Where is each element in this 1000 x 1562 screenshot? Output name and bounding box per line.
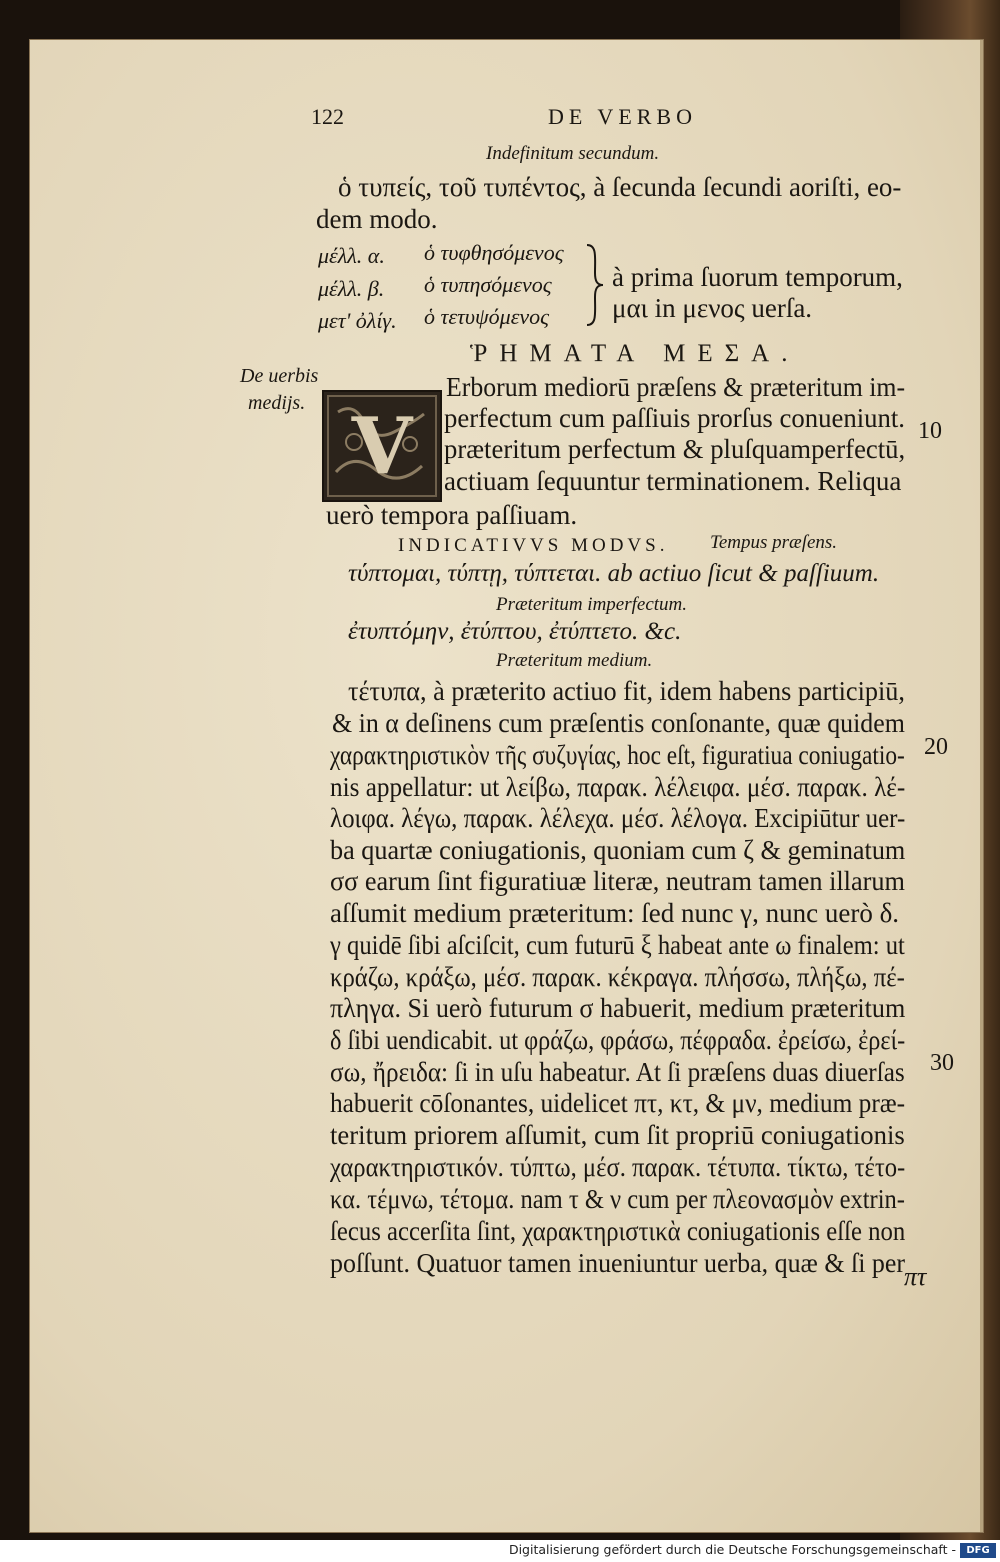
conj-label-1: μέλλ. α. (318, 243, 385, 268)
body-line-3: χαρακτηριστικὸν τῆς συζυγίας, hoc eſt, figuratiua coniugatio- (330, 740, 905, 770)
conj-form-3: ὁ τετυψόμενος (424, 304, 550, 329)
body-line-12: δ ſibi uendicabit. ut φράζω, φράσω, πέφραδα. ἐρείσω, ἐρεί- (330, 1025, 906, 1055)
margin-note-1: De uerbis (240, 365, 319, 387)
section-line-3: præteritum perfectum & pluſquamperfectū, (444, 434, 906, 464)
folio-number: 122 (311, 104, 344, 129)
body-line-15: teritum priorem aſſumit, cum ſit propriū coniugationis (330, 1120, 905, 1150)
body-line-18: ſecus accerſita ſint, χαρακτηριστικὰ coniugationis eſſe non (330, 1216, 906, 1246)
tempus-heading: Tempus præſens. (710, 532, 838, 553)
conj-note-2: μαι in μενος uerſa. (612, 293, 813, 323)
indicative-label: INDICATIVVS MODVS. (398, 535, 669, 556)
body-line-6: ba quartæ coniugationis, quoniam cum ζ & geminatum (330, 835, 906, 865)
body-line-13: σω, ἤρειδα: ſi in uſu habeatur. At ſi præſens duas diuerſas (330, 1057, 905, 1087)
section-line-4: actiuam ſequuntur terminationem. Reliqua (444, 466, 902, 496)
decorated-initial (322, 390, 442, 502)
body-line-17: κα. τέμνω, τέτομα. nam τ & ν cum per πλεονασμὸν extrin- (330, 1184, 905, 1214)
line-number-20: 20 (924, 734, 948, 760)
imperfect-line: ἐτυπτόμην, ἐτύπτου, ἐτύπτετο. &c. (348, 618, 682, 645)
conj-label-3: μετ' ὀλίγ. (318, 308, 397, 333)
body-line-10: κράζω, κράξω, μέσ. παρακ. κέκραγα. πλήσσω, πλήξω, πέ- (330, 962, 905, 992)
imperfect-heading: Præteritum imperfectum. (496, 594, 688, 615)
line-number-10: 10 (918, 418, 942, 444)
body-line-7: σσ earum ſint figuratiuæ literæ, neutram tamen illarum (330, 866, 905, 896)
initial-letter: V (351, 400, 413, 492)
block1-line-2: dem modo. (316, 204, 438, 234)
body-line-8: aſſumit medium præteritum: ſed nunc γ, nunc uerò δ. (330, 898, 900, 928)
heading-indefinitum: Indefinitum secundum. (486, 143, 660, 164)
body-line-11: πληγα. Si uerò futurum σ habuerit, medium præteritum (330, 993, 906, 1023)
line-number-30: 30 (930, 1050, 954, 1076)
body-line-14: habuerit cōſonantes, uidelicet πτ, κτ, & μν, medium præ- (330, 1088, 906, 1118)
section-line-1: Erborum mediorū præſens & præteritum im- (446, 372, 906, 402)
conj-label-2: μέλλ. β. (318, 276, 385, 301)
section-line-5: uerò tempora paſſiuam. (326, 500, 578, 530)
margin-note-2: medijs. (248, 392, 306, 414)
digitization-footer (0, 1540, 1000, 1562)
catchword: πτ (904, 1262, 927, 1291)
body-line-19: poſſunt. Quatuor tamen inueniuntur uerba, quæ & ſi per (330, 1248, 906, 1278)
body-line-16: χαρακτηριστικόν. τύπτω, μέσ. παρακ. τέτυπα. τίκτω, τέτο- (330, 1152, 906, 1182)
conj-form-2: ὁ τυπησόμενος (424, 272, 552, 297)
section-title: ῬΗΜΑΤΑ ΜΕΣΑ. (470, 340, 800, 367)
body-line-5: λοιφα. λέγω, παρακ. λέλεχα. μέσ. λέλογα. Excipiūtur uer- (330, 803, 906, 833)
dfg-logo: DFG (960, 1543, 996, 1558)
body-line-9: γ quidē ſibi aſciſcit, cum futurū ξ habeat ante ω finalem: ut (330, 930, 905, 960)
conj-note-1: à prima ſuorum temporum, (612, 262, 903, 292)
middle-heading: Præteritum medium. (496, 650, 653, 671)
present-line: τύπτομαι, τύπτῃ, τύπτεται. ab actiuo ſicut & paſſiuum. (348, 560, 880, 587)
footer-credit: Digitalisierung gefördert durch die Deutsche Forschungsgemeinschaft - (508, 1542, 956, 1557)
body-line-4: nis appellatur: ut λείβω, παρακ. λέλειφα. μέσ. παρακ. λέ- (330, 772, 906, 802)
section-line-2: perfectum cum paſſiuis prorſus conueniunt. (444, 403, 905, 433)
body-line-2: & in α deſinens cum præſentis conſonante, quæ quidem (332, 708, 905, 738)
conj-form-1: ὁ τυφθησόμενος (424, 240, 564, 265)
running-head: DE VERBO (548, 104, 697, 129)
curly-brace (583, 243, 605, 327)
block1-line-1: ὁ τυπείς, τοῦ τυπέντος, à ſecunda ſecundi aoriſti, eo- (338, 172, 902, 202)
body-line-1: τέτυπα, à præterito actiuo fit, idem habens participiū, (348, 676, 905, 706)
